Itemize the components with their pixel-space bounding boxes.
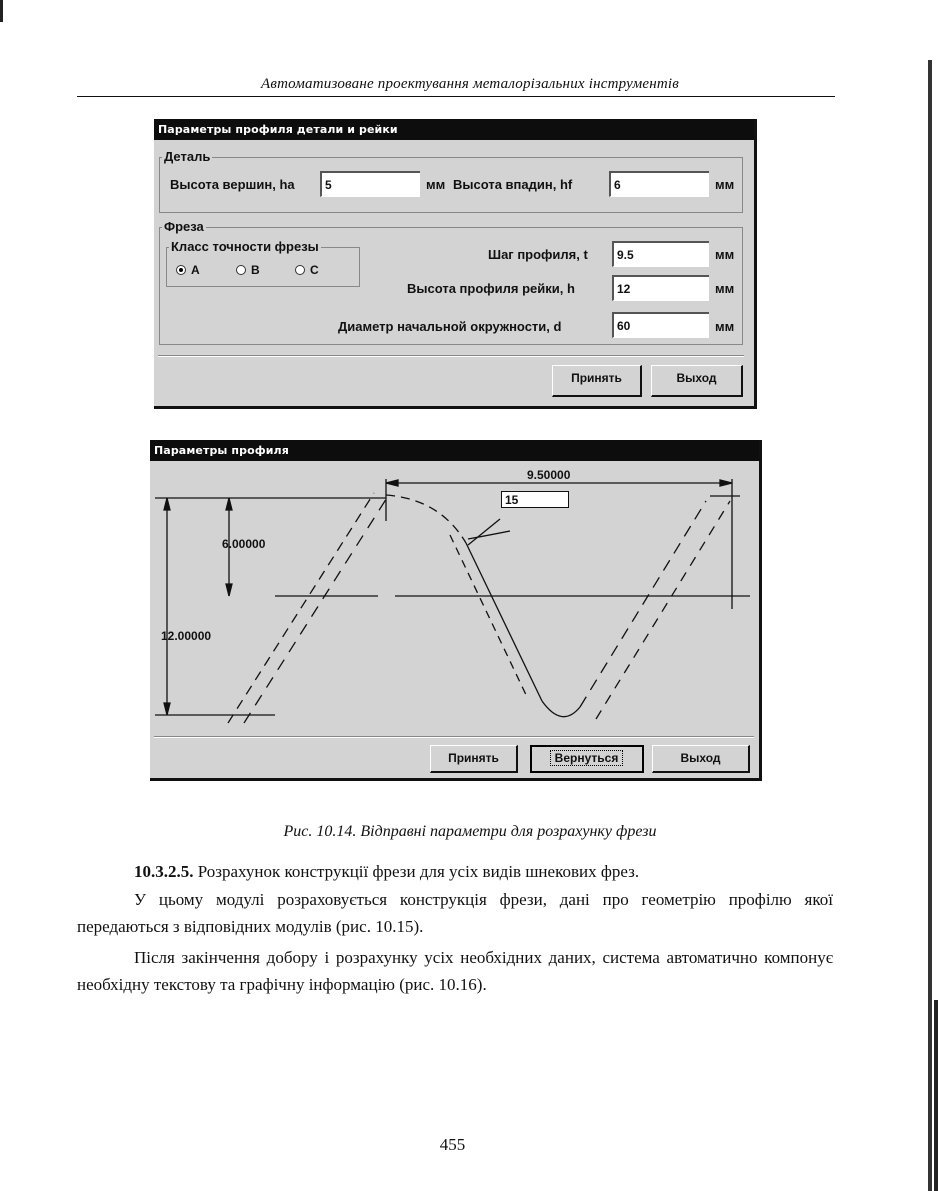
angle-leader bbox=[468, 519, 500, 545]
h-field[interactable]: 12 bbox=[612, 275, 709, 301]
ha-field[interactable]: 5 bbox=[320, 171, 420, 197]
h-dimension-label: 12.00000 bbox=[161, 629, 212, 643]
rack-profile-drawing bbox=[150, 461, 759, 733]
angle-value-box bbox=[501, 491, 569, 508]
hf-field[interactable]: 6 bbox=[609, 171, 709, 197]
section-number: 10.3.2.5. bbox=[134, 862, 194, 881]
arrow-down-icon bbox=[164, 703, 170, 715]
arrow-up-icon bbox=[164, 498, 170, 510]
radio-dot-icon bbox=[236, 265, 246, 275]
arrow-left-icon bbox=[386, 480, 398, 486]
root-arc bbox=[542, 701, 580, 717]
figure-caption: Рис. 10.14. Відправні параметри для розрахунку фрези bbox=[283, 823, 657, 840]
back-button-label: Вернуться bbox=[550, 750, 624, 766]
pitch-dimension-label: 9.50000 bbox=[527, 468, 571, 482]
cutter-group-label: Фреза bbox=[164, 219, 204, 234]
d-unit: мм bbox=[715, 319, 735, 334]
paragraph-2: Після закінчення добору і розрахунку усіх необхідних даних, система автоматично компонує необхідну текстову та графічну інформацію (рис. 10.16). bbox=[77, 948, 833, 994]
accept-button[interactable]: Принять bbox=[430, 745, 518, 773]
radio-dot-icon bbox=[176, 265, 186, 275]
dialog-title: Параметры профиля bbox=[150, 440, 759, 461]
running-header: Автоматизоване проектування металорізальних інструментів bbox=[261, 76, 679, 92]
page-number: 455 bbox=[439, 1135, 466, 1154]
d-label: Диаметр начальной окружности, d bbox=[338, 319, 562, 334]
ha-unit: мм bbox=[426, 177, 446, 192]
arrow-right-icon bbox=[720, 480, 732, 486]
hf-label: Высота впадин, hf bbox=[453, 177, 573, 192]
radio-dot-icon bbox=[295, 265, 305, 275]
t-unit: мм bbox=[715, 247, 735, 262]
arrow-down-icon bbox=[226, 584, 232, 596]
accuracy-class-label: Класс точности фрезы bbox=[171, 239, 319, 254]
left-flank bbox=[228, 493, 374, 723]
accept-button[interactable]: Принять bbox=[552, 365, 642, 397]
radio-label: C bbox=[310, 263, 319, 277]
detail-group-label: Деталь bbox=[164, 149, 211, 164]
h-unit: мм bbox=[715, 281, 735, 296]
angle-value: 15 bbox=[505, 493, 519, 507]
ha-label: Высота вершин, ha bbox=[170, 177, 295, 192]
right-flank bbox=[580, 501, 706, 707]
profile-drawing-dialog bbox=[150, 440, 762, 781]
radio-class-a[interactable] bbox=[176, 263, 200, 277]
dialog-title: Параметры профиля детали и рейки bbox=[154, 119, 754, 140]
left-flank-hatch bbox=[244, 493, 390, 723]
radio-label: A bbox=[191, 263, 200, 277]
profile-params-dialog bbox=[154, 119, 757, 409]
scan-edge-right-dark bbox=[934, 1000, 938, 1191]
back-button[interactable] bbox=[530, 745, 644, 773]
t-field[interactable]: 9.5 bbox=[612, 241, 709, 267]
h-label: Высота профиля рейки, h bbox=[407, 281, 575, 296]
arrow-up-icon bbox=[226, 498, 232, 510]
scan-edge-right bbox=[928, 60, 932, 1191]
d-field[interactable]: 60 bbox=[612, 312, 709, 338]
middle-flank-hatch bbox=[450, 535, 528, 699]
radio-class-b[interactable] bbox=[236, 263, 260, 277]
exit-button[interactable]: Выход bbox=[652, 745, 750, 773]
radio-class-c[interactable] bbox=[295, 263, 319, 277]
scan-edge-mark bbox=[0, 0, 3, 22]
radio-label: B bbox=[251, 263, 260, 277]
header-rule bbox=[77, 96, 835, 97]
section-heading-text: Розрахунок конструкції фрези для усіх видів шнекових фрез. bbox=[193, 862, 640, 881]
hf-unit: мм bbox=[715, 177, 735, 192]
angle-arc bbox=[468, 531, 510, 539]
t-label: Шаг профиля, t bbox=[488, 247, 588, 262]
dialog-separator bbox=[158, 355, 744, 357]
tip-arc bbox=[386, 495, 466, 543]
hf-dimension-label: 6.00000 bbox=[222, 537, 266, 551]
paragraph-1: У цьому модулі розраховується конструкція фрези, дані про геометрію профілю якої передаються з відповідних модулів (рис. 10.15). bbox=[77, 890, 833, 936]
exit-button[interactable]: Выход bbox=[651, 365, 743, 397]
middle-flank bbox=[466, 543, 542, 701]
section-heading bbox=[77, 858, 833, 885]
dialog-separator bbox=[154, 736, 754, 738]
right-flank-hatch bbox=[596, 501, 730, 719]
